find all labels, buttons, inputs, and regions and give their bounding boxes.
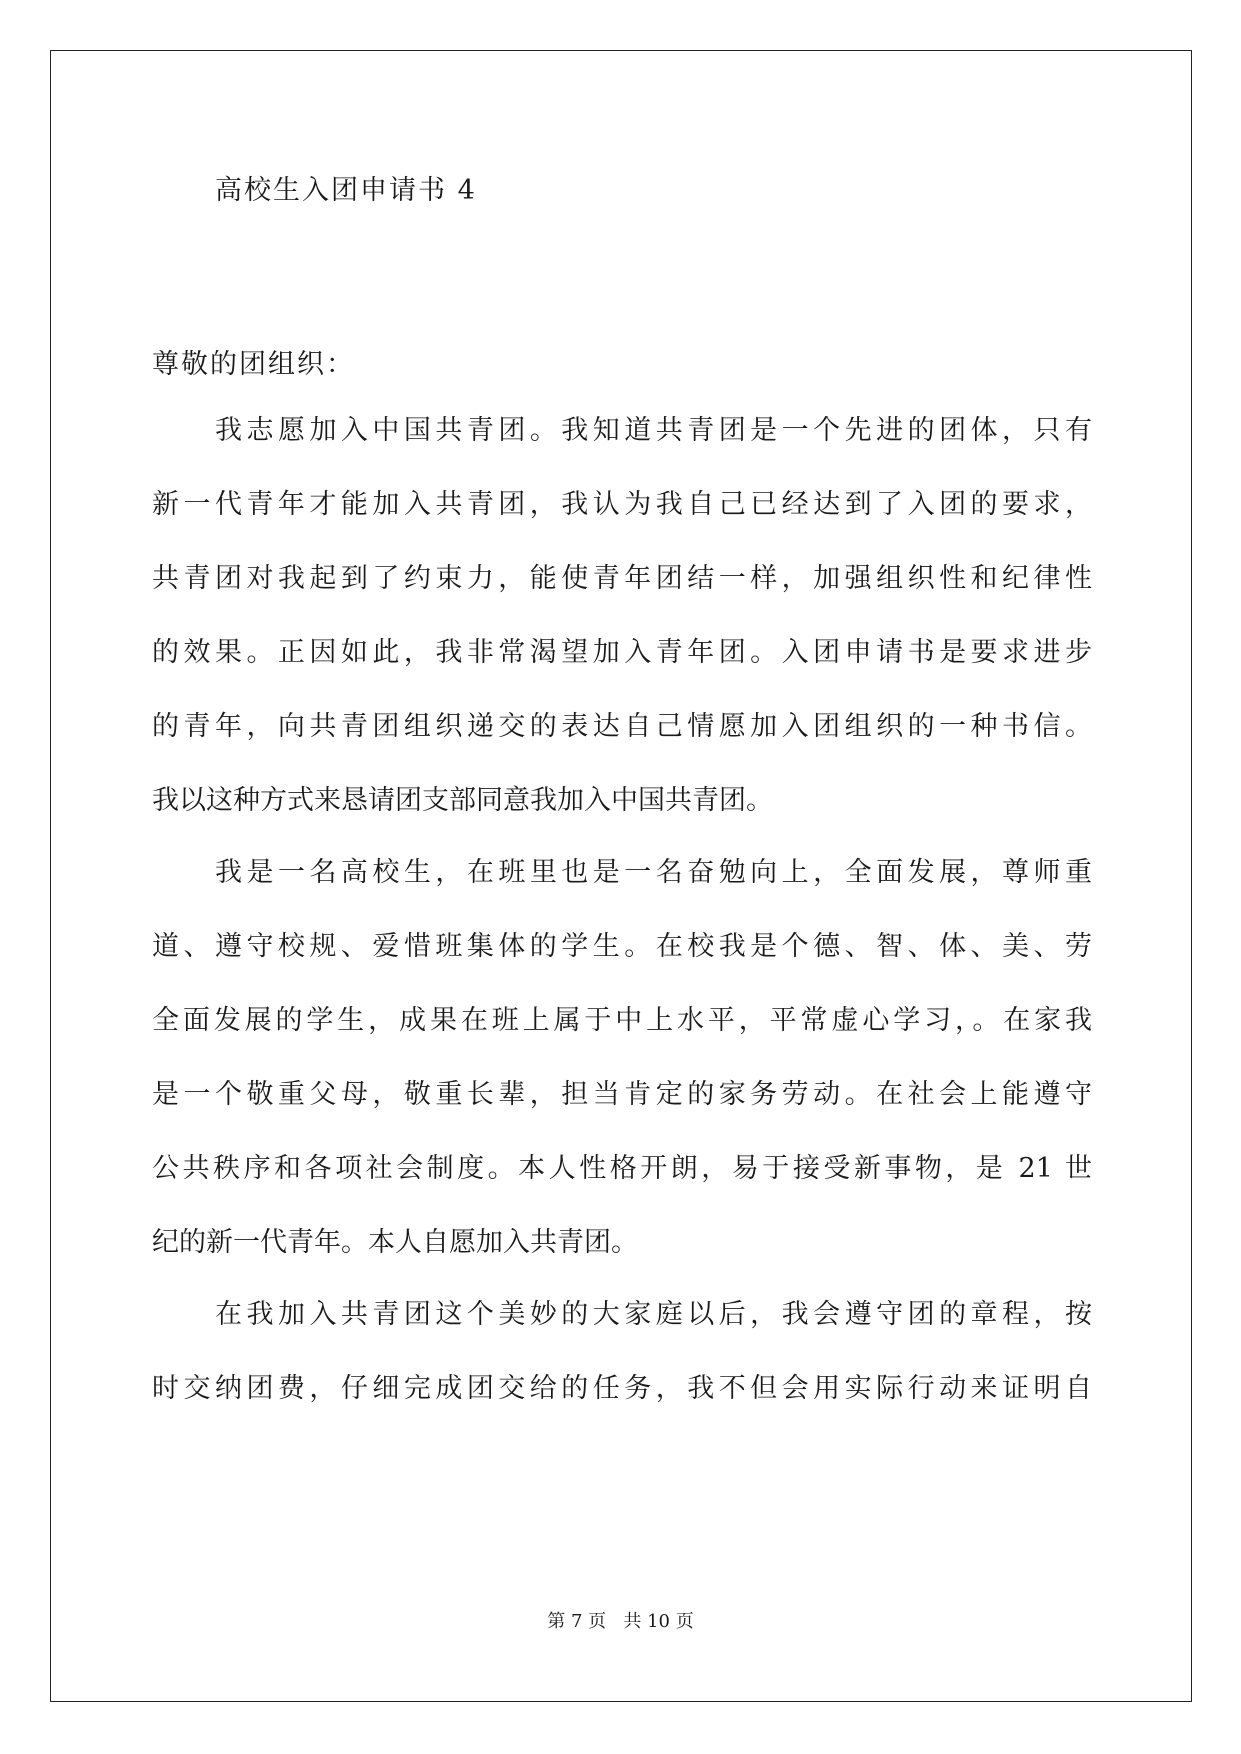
- body-line: 我志愿加入中国共青团。我知道共青团是一个先进的团体，只有: [215, 415, 1092, 446]
- body-line: 我以这种方式来恳请团支部同意我加入中国共青团。: [152, 785, 773, 816]
- document-title: 高校生入团申请书 4: [215, 175, 477, 206]
- page-footer: 第 7 页 共 10 页: [547, 1611, 694, 1632]
- body-line: 在我加入共青团这个美妙的大家庭以后，我会遵守团的章程，按: [215, 1299, 1092, 1330]
- body-line: 纪的新一代青年。本人自愿加入共青团。: [152, 1227, 638, 1258]
- body-line: 共青团对我起到了约束力，能使青年团结一样，加强组织性和纪律性: [152, 563, 1092, 594]
- body-line: 时交纳团费，仔细完成团交给的任务，我不但会用实际行动来证明自: [152, 1373, 1092, 1404]
- body-line: 我是一名高校生，在班里也是一名奋勉向上，全面发展，尊师重: [215, 857, 1092, 888]
- body-line: 公共秩序和各项社会制度。本人性格开朗，易于接受新事物，是 21 世: [152, 1153, 1092, 1184]
- body-line: 新一代青年才能加入共青团，我认为我自己已经达到了入团的要求，: [152, 489, 1092, 520]
- body-line: 道、遵守校规、爱惜班集体的学生。在校我是个德、智、体、美、劳: [152, 931, 1092, 962]
- body-line: 的效果。正因如此，我非常渴望加入青年团。入团申请书是要求进步: [152, 637, 1092, 668]
- body-line: 全面发展的学生，成果在班上属于中上水平，平常虚心学习，。在家我: [152, 1005, 1092, 1036]
- body-line: 是一个敬重父母，敬重长辈，担当肯定的家务劳动。在社会上能遵守: [152, 1079, 1092, 1110]
- salutation: 尊敬的团组织：: [152, 349, 355, 380]
- body-line: 的青年，向共青团组织递交的表达自己情愿加入团组织的一种书信。: [152, 711, 1092, 742]
